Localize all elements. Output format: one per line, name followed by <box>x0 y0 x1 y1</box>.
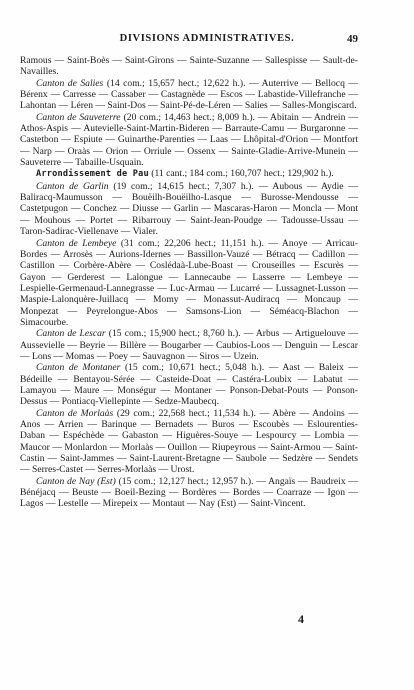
paragraph-text: (20 com.; 14,463 hect.; 8,009 h.). — Abitain — Andrein — Athos-Aspis — Autevielle-Saint-Martin-Bideren — Barraute-Camu — Burgaronne — Castetbon — Espiute — Guinarthe-Parenties — Laas — Lhôpital-d'Orion — Montfort — Narp — Oraàs — Orion — Orriule — Ossenx — Sainte-Gladie-Arrive-Munein — Sauveterre — Tabaille-Usquain. <box>20 111 358 169</box>
paragraph-canton-sauveterre <box>20 112 358 169</box>
canton-label: Canton de Sauveterre <box>36 111 121 123</box>
body-text <box>20 55 358 510</box>
paragraph-text: (14 com.; 15,657 hect.; 12,622 h.). — Auterrive — Bellocq — Bérenx — Carresse — Cassaber — Castagnède — Escos — Labastide-Villefranche — Lahontan — Léren — Saint-Dos — Saint-Pé-de-Léren — Salies — Salles-Mongiscard. <box>20 77 358 112</box>
signature-mark: 4 <box>298 612 304 626</box>
canton-label: Canton de Lembeye <box>36 237 117 249</box>
paragraph-canton-nay-est <box>20 476 358 510</box>
canton-label: Canton de Garlin <box>36 180 109 192</box>
page-number: 49 <box>347 33 358 45</box>
paragraph-canton-salies <box>20 78 358 112</box>
paragraph-continuation <box>20 55 358 78</box>
paragraph-canton-garlin <box>20 181 358 238</box>
paragraph-text: (29 com.; 22,568 hect.; 11,534 h.). — Abère — Andoins — Anos — Arrien — Barinque — Bernadets — Buros — Escoubès — Eslourenties-Daban — Espéchède — Gabaston — Higuères-Souye — Lespourcy — Lombia — Maucor — Monlardon — Morlaàs — Ouillon — Riupeyrous — Saint-Armou — Saint-Castin — Saint-Jammes — Saint-Laurent-Bretagne — Saubole — Sedzère — Sendets — Serres-Castet — Serres-Morlaàs — Urost. <box>20 407 359 476</box>
paragraph-text: Ramous — Saint-Boès — Saint-Girons — Sainte-Suzanne — Sallespisse — Sault-de-Navailles. <box>20 55 358 78</box>
paragraph-text: (15 com.; 15,900 hect.; 8,760 h.). — Arbus — Artiguelouve — Aussevielle — Beyrie — Billère — Bougarber — Caubios-Loos — Denguin — Lescar — Lons — Momas — Poey — Sauvagnon — Siros — Uzein. <box>20 328 358 362</box>
paragraph-text: (15 com.; 10,671 hect.; 5,048 h.). — Aast — Baleix — Bédeille — Bentayou-Sérée — Casteide-Doat — Castéra-Loubix — Labatut — Lamayou — Maure — Monségur — Montaner — Ponson-Debat-Pouts — Ponson-Dessus — Pontiacq-Viellepinte — Sedze-Maubecq. <box>20 362 358 408</box>
paragraph-canton-morlaas <box>20 408 358 476</box>
canton-label: Canton de Salies <box>36 77 104 89</box>
canton-label: Canton de Montaner <box>36 362 121 374</box>
canton-label: Canton de Lescar <box>36 328 106 340</box>
paragraph-text: (31 com.; 22,206 hect.; 11,151 h.). — Anoye — Arricau-Bordes — Arrosès — Aurions-Idernes — Bassillon-Vauzé — Bétracq — Cadillon — Castillon — Corbère-Abère — Coslédaà-Lube-Boast — Crouseilles — Escurès — Gayon — Gerderest — Lalongue — Lannecaube — Lasserre — Lembeye — Lespielle-Germenaud-Lannegrasse — Luc-Armau — Lucarré — Lussagnet-Lusson — Maspie-Lalonquère-Juillacq — Momy — Monassut-Audiracq — Moncaup — Monpezat — Peyrelongue-Abos — Samsons-Lion — Séméacq-Blachon — Simacourbe. <box>20 237 358 328</box>
paragraph-canton-lembeye <box>20 238 358 329</box>
paragraph-canton-montaner <box>20 362 358 407</box>
paragraph-arrondissement-pau <box>20 168 358 180</box>
arrondissement-label: Arrondissement de Pau <box>36 169 149 180</box>
canton-label: Canton de Nay (Est) <box>36 475 116 487</box>
paragraph-text: (19 com.; 14,615 hect.; 7,307 h.). — Aubous — Aydie — Baliracq-Maumusson — Bouëilh-Bouëilho-Lasque — Burosse-Mendousse — Castetpugon — Conchez — Diusse — Garlin — Mascaras-Haron — Moncla — Mont — Mouhous — Portet — Ribarrouy — Saint-Jean-Poudge — Tadousse-Ussau — Taron-Sadirac-Viellenave — Vialer. <box>20 180 358 238</box>
page-header <box>0 33 414 49</box>
canton-label: Canton de Morlaàs <box>36 407 114 419</box>
paragraph-text: (11 cant.; 184 com.; 160,707 hect.; 129,902 h.). <box>148 168 334 180</box>
running-title: DIVISIONS ADMINISTRATIVES. <box>119 33 295 44</box>
paragraph-text: (15 com.; 12,127 hect.; 12,957 h.). — Angaïs — Baudreix — Bénéjacq — Beuste — Boeil-Bezing — Bordères — Bordes — Coarraze — Igon — Lagos — Lestelle — Mirepeix — Montaut — Nay (Est) — Saint-Vincent. <box>20 475 358 510</box>
paragraph-canton-lescar <box>20 328 358 362</box>
